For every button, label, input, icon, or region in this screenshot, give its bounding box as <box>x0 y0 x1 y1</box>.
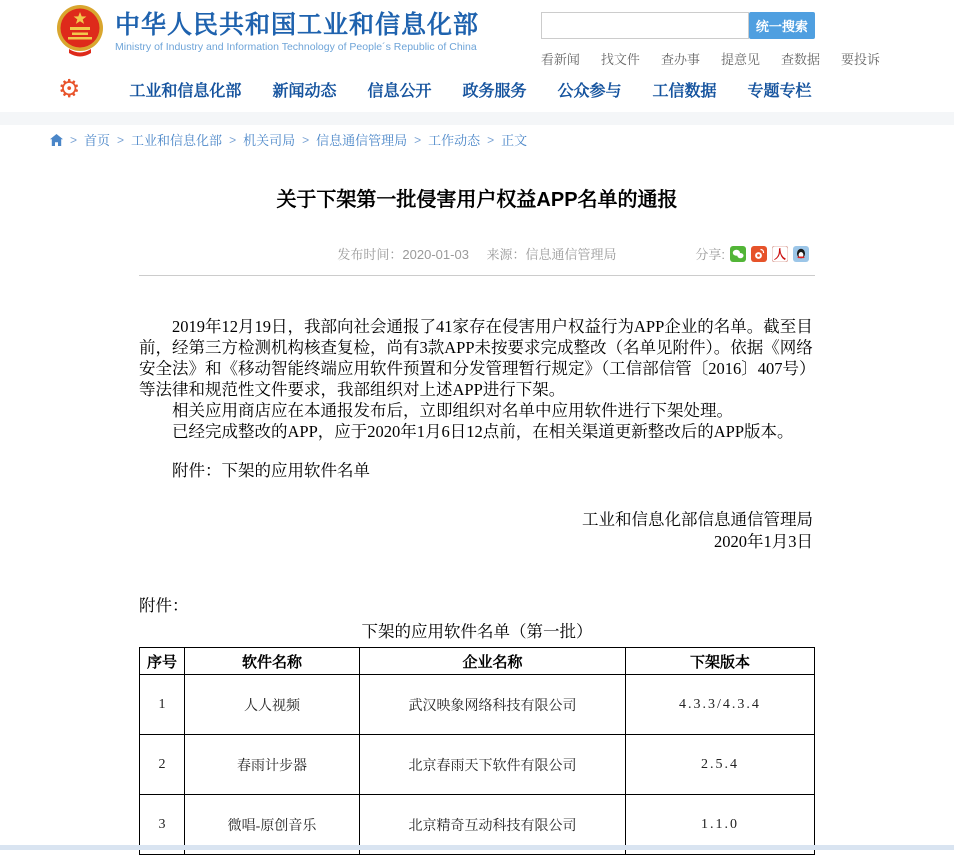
table-header-cell: 序号 <box>140 648 185 675</box>
breadcrumb-separator: > <box>117 132 125 147</box>
breadcrumb-link[interactable]: 机关司局 <box>243 133 296 148</box>
breadcrumb-separator: > <box>70 132 78 147</box>
attachment-label: 附件： <box>139 596 189 615</box>
breadcrumb-link[interactable]: 工作动态 <box>428 133 481 148</box>
table-body <box>140 675 815 855</box>
wechat-share-icon[interactable] <box>730 246 746 262</box>
breadcrumb-separator: > <box>414 132 422 147</box>
quick-link[interactable]: 要投诉 <box>840 52 880 67</box>
share-label: 分享: <box>695 247 725 262</box>
article-paragraph: 相关应用商店应在本通报发布后，立即组织对名单中应用软件进行下架处理。 <box>172 401 733 420</box>
site-title: 中华人民共和国工业和信息化部 <box>115 10 480 39</box>
nav-item[interactable]: 新闻动态 <box>272 82 337 100</box>
home-icon[interactable] <box>50 134 63 146</box>
article <box>139 186 815 855</box>
weibo-share-icon[interactable] <box>751 246 767 262</box>
attachment-reference-line: 附件：下架的应用软件名单 <box>172 461 370 480</box>
cell-company-name: 北京春雨天下软件有限公司 <box>360 735 626 795</box>
share-bar <box>695 244 809 263</box>
breadcrumb-separator: > <box>487 132 495 147</box>
cell-app-name: 微唱-原创音乐 <box>185 795 360 855</box>
article-paragraph: 已经完成整改的APP，应于2020年1月6日12点前，在相关渠道更新整改后的APP版本。 <box>172 422 794 441</box>
nav-item[interactable]: 公众参与 <box>557 82 622 100</box>
signature-org: 工业和信息化部信息通信管理局 <box>582 510 813 529</box>
table-caption: 下架的应用软件名单（第一批） <box>361 622 593 641</box>
header-divider-band <box>0 112 954 125</box>
attachment-section <box>139 595 815 855</box>
cell-index: 1 <box>140 675 185 735</box>
table-header-row <box>140 648 815 675</box>
cell-removed-version: 2.5.4 <box>626 735 815 795</box>
quick-links <box>541 49 880 68</box>
table-row <box>140 675 815 735</box>
cell-index: 3 <box>140 795 185 855</box>
nav-item[interactable]: 工信数据 <box>652 82 717 100</box>
breadcrumb <box>0 125 954 154</box>
site-header <box>0 0 954 66</box>
cell-removed-version: 1.1.0 <box>626 795 815 855</box>
quick-link[interactable]: 找文件 <box>600 52 640 67</box>
site-subtitle: Ministry of Industry and Information Technology of People´s Republic of China <box>115 40 477 53</box>
table-row <box>140 735 815 795</box>
breadcrumb-link[interactable]: 信息通信管理局 <box>316 133 408 148</box>
quick-link[interactable]: 看新闻 <box>540 52 580 67</box>
article-title: 关于下架第一批侵害用户权益APP名单的通报 <box>276 189 678 211</box>
breadcrumb-separator: > <box>229 132 237 147</box>
article-paragraph: 2019年12月19日，我部向社会通报了41家存在侵害用户权益行为APP企业的名单。截至目前，经第三方检测机构核查复检，尚有3款APP未按要求完成整改（名单见附件）。依据《网络安全法》和《移动智能终端应用软件预置和分发管理暂行规定》（工信部信管〔2016〕407号）等法律和规范性文件要求，我部组织对上述APP进行下架。 <box>139 317 813 399</box>
qq-share-icon[interactable] <box>793 246 809 262</box>
breadcrumb-link[interactable]: 首页 <box>84 133 111 148</box>
people-weibo-share-icon[interactable] <box>772 246 788 262</box>
miit-gear-logo-icon: ⚙ <box>58 74 81 103</box>
breadcrumb-item <box>302 130 407 149</box>
nav-item[interactable]: 专题专栏 <box>747 82 812 100</box>
cell-index: 2 <box>140 735 185 795</box>
search-input[interactable] <box>541 12 749 39</box>
svg-text:人: 人 <box>773 247 787 261</box>
cell-app-name: 人人视频 <box>185 675 360 735</box>
breadcrumb-link[interactable]: 工业和信息化部 <box>131 133 223 148</box>
cell-company-name: 武汉映象网络科技有限公司 <box>360 675 626 735</box>
breadcrumb-link[interactable]: 正文 <box>501 133 528 148</box>
article-body <box>139 316 815 442</box>
breadcrumb-item <box>414 130 480 149</box>
publish-time: 发布时间：2020-01-03 <box>337 247 469 262</box>
main-nav <box>0 66 954 112</box>
nav-item[interactable]: 信息公开 <box>367 82 432 100</box>
article-meta <box>139 244 815 262</box>
article-source: 来源：信息通信管理局 <box>486 247 617 262</box>
quick-link[interactable]: 查数据 <box>780 52 820 67</box>
signature-block <box>139 509 815 553</box>
breadcrumb-item <box>117 130 222 149</box>
table-header-cell: 下架版本 <box>626 648 815 675</box>
breadcrumb-separator: > <box>302 132 310 147</box>
cell-app-name: 春雨计步器 <box>185 735 360 795</box>
breadcrumb-items <box>70 130 527 149</box>
cell-removed-version: 4.3.3/4.3.4 <box>626 675 815 735</box>
breadcrumb-item <box>229 130 295 149</box>
bottom-band <box>0 845 954 850</box>
meta-divider <box>139 275 815 276</box>
signature-date: 2020年1月3日 <box>714 532 813 551</box>
unified-search-button[interactable]: 统一搜索 <box>749 12 815 39</box>
app-removal-table <box>139 647 815 855</box>
national-emblem-icon <box>55 3 105 59</box>
breadcrumb-item <box>70 130 110 149</box>
quick-link[interactable]: 查办事 <box>660 52 700 67</box>
breadcrumb-item <box>487 130 527 149</box>
cell-company-name: 北京精奇互动科技有限公司 <box>360 795 626 855</box>
search-area <box>541 12 880 68</box>
table-header-cell: 企业名称 <box>360 648 626 675</box>
nav-item[interactable]: 工业和信息化部 <box>129 82 242 100</box>
site-logo-block <box>55 3 479 59</box>
table-header-cell: 软件名称 <box>185 648 360 675</box>
nav-item[interactable]: 政务服务 <box>462 82 527 100</box>
quick-link[interactable]: 提意见 <box>720 52 760 67</box>
